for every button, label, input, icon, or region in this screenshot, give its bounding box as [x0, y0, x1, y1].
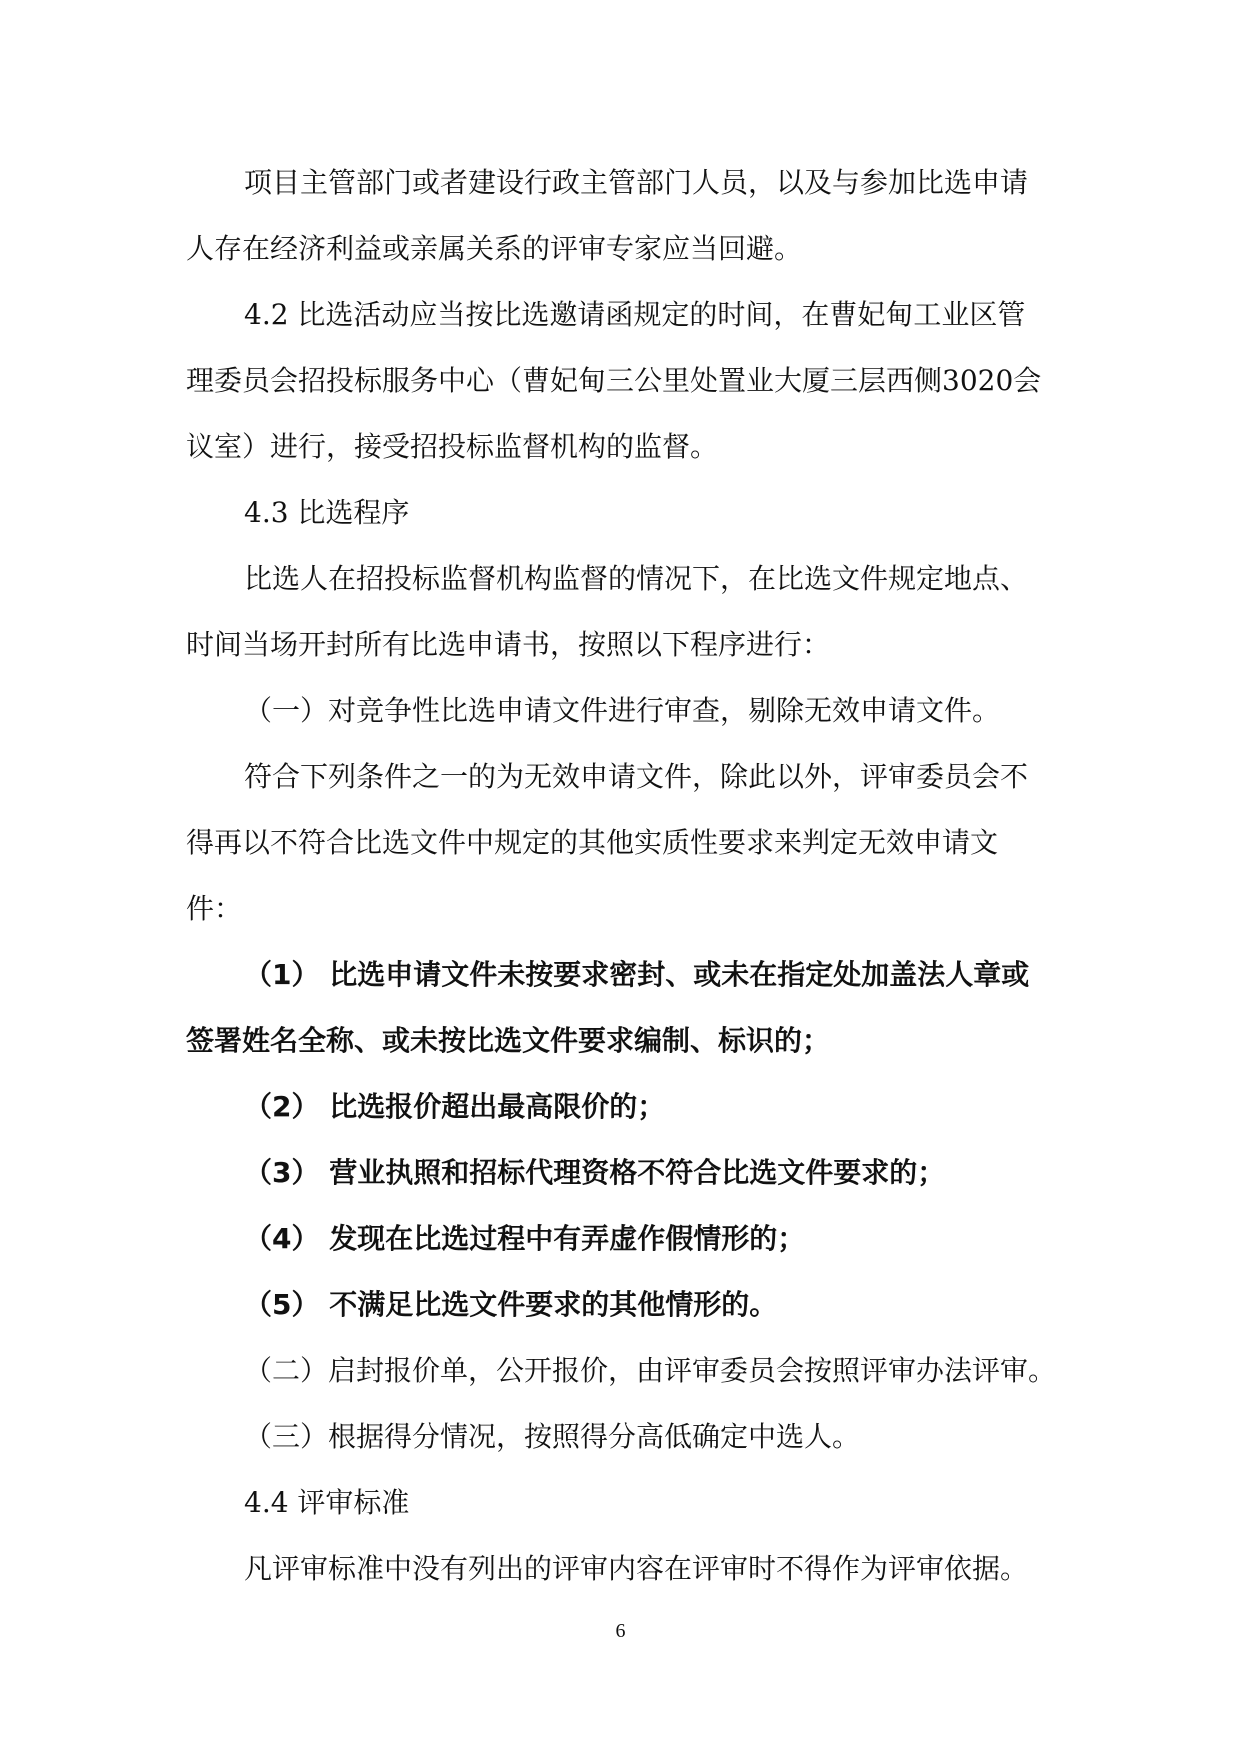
- text-line: 项目主管部门或者建设行政主管部门人员，以及与参加比选申请: [244, 166, 1029, 199]
- text-line: 得再以不符合比选文件中规定的其他实质性要求来判定无效申请文: [186, 826, 999, 859]
- document-body: [186, 150, 1056, 1602]
- text-line: （2） 比选报价超出最高限价的；: [244, 1090, 666, 1123]
- text-line: （三）根据得分情况，按照得分高低确定中选人。: [244, 1420, 861, 1453]
- text-line: 签署姓名全称、或未按比选文件要求编制、标识的；: [186, 1024, 831, 1057]
- text-line: 4.4 评审标准: [244, 1486, 410, 1519]
- text-line: （3） 营业执照和招标代理资格不符合比选文件要求的；: [244, 1156, 946, 1189]
- text-line: 4.2 比选活动应当按比选邀请函规定的时间，在曹妃甸工业区管: [244, 298, 1026, 331]
- text-line: 理委员会招投标服务中心（曹妃甸三公里处置业大厦三层西侧3020会: [186, 364, 1042, 397]
- text-line: （4） 发现在比选过程中有弄虚作假情形的；: [244, 1222, 806, 1255]
- text-line: 件：: [186, 892, 243, 925]
- text-line: 符合下列条件之一的为无效申请文件，除此以外，评审委员会不: [244, 760, 1029, 793]
- text-line: 时间当场开封所有比选申请书，按照以下程序进行：: [186, 628, 831, 661]
- text-line: 凡评审标准中没有列出的评审内容在评审时不得作为评审依据。: [244, 1552, 1029, 1585]
- text-line: （1） 比选申请文件未按要求密封、或未在指定处加盖法人章或: [244, 958, 1030, 991]
- text-line: （一）对竞争性比选申请文件进行审查，剔除无效申请文件。: [244, 694, 1001, 727]
- text-line: 议室）进行，接受招投标监督机构的监督。: [186, 430, 719, 463]
- text-line: （5） 不满足比选文件要求的其他情形的。: [244, 1288, 778, 1321]
- text-line: 比选人在招投标监督机构监督的情况下，在比选文件规定地点、: [244, 562, 1029, 595]
- text-line: （二）启封报价单，公开报价，由评审委员会按照评审办法评审。: [244, 1354, 1056, 1387]
- text-line: 人存在经济利益或亲属关系的评审专家应当回避。: [186, 232, 803, 265]
- page-number: 6: [615, 1620, 626, 1642]
- text-line: 4.3 比选程序: [244, 496, 410, 529]
